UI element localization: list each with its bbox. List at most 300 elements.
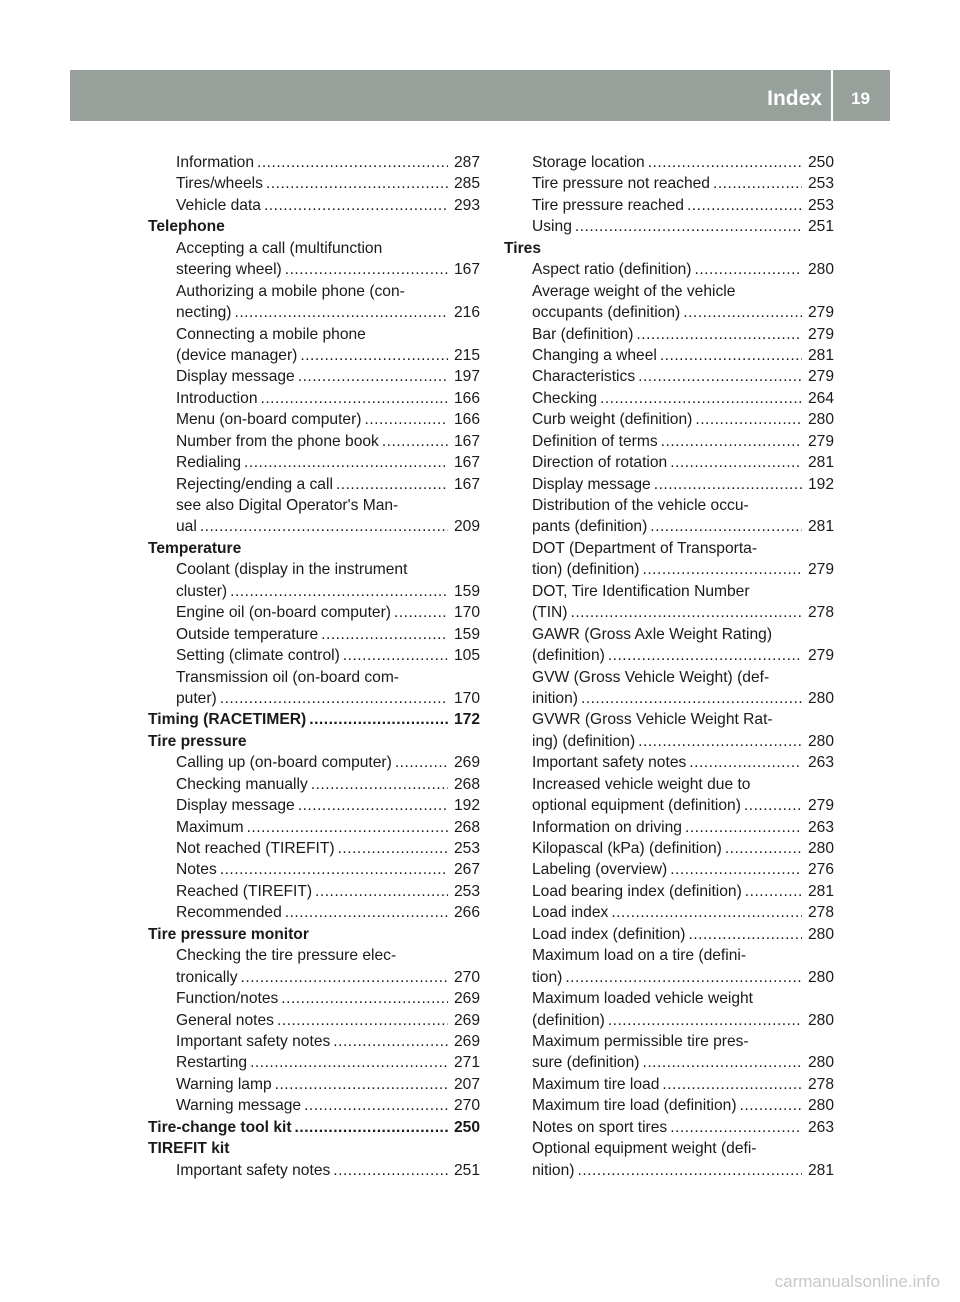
- index-entry: [504, 152, 834, 173]
- dot-leader: [335, 838, 448, 859]
- index-entry-label: optional equipment (definition): [532, 797, 741, 815]
- dot-leader: [692, 409, 802, 430]
- index-entry-label: Changing a wheel: [532, 346, 657, 364]
- index-entry: [148, 345, 480, 366]
- dot-leader: [605, 1010, 802, 1031]
- dot-leader: [297, 345, 448, 366]
- dot-leader: [647, 516, 802, 537]
- index-entry: [148, 1052, 480, 1073]
- index-entry: [148, 1074, 480, 1095]
- index-entry: [148, 988, 480, 1009]
- index-entry-text: Transmission oil (on-board com-: [176, 668, 400, 686]
- dot-leader: [272, 1074, 448, 1095]
- index-page-number: 281: [807, 1161, 834, 1179]
- index-entry: [148, 152, 480, 173]
- dot-leader: [217, 688, 448, 709]
- index-page-number: 263: [807, 1118, 834, 1136]
- index-entry-label: Outside temperature: [176, 625, 319, 643]
- index-entry-label: Calling up (on-board computer): [176, 754, 392, 772]
- index-page-number: 278: [807, 904, 834, 922]
- index-entry: [504, 388, 834, 409]
- index-entry-label: Maximum: [176, 818, 244, 836]
- index-entry: [504, 324, 834, 345]
- index-entry: [504, 1052, 834, 1073]
- index-page-number: 279: [807, 432, 834, 450]
- index-page-number: 209: [453, 518, 480, 536]
- index-entry-label: Maximum tire load (definition): [532, 1097, 737, 1115]
- index-page-number: 278: [807, 604, 834, 622]
- index-entry: [148, 173, 480, 194]
- index-entry: [504, 1074, 834, 1095]
- index-entry: [504, 516, 834, 537]
- index-column-left: [148, 152, 480, 1181]
- index-entry-label: Definition of terms: [532, 432, 658, 450]
- index-entry: [504, 838, 834, 859]
- index-page-number: 172: [453, 711, 480, 729]
- index-entry: [504, 409, 834, 430]
- index-page-number: 279: [807, 797, 834, 815]
- index-entry-label: Setting (climate control): [176, 647, 340, 665]
- dot-leader: [333, 474, 448, 495]
- index-entry: [504, 1010, 834, 1031]
- dot-leader: [391, 602, 448, 623]
- index-page-number: 280: [807, 840, 834, 857]
- index-page-number: 276: [807, 861, 834, 879]
- index-entry: [504, 1117, 834, 1138]
- index-page-number: 279: [807, 368, 834, 386]
- index-entry-text: see also Digital Operator's Man-: [176, 497, 399, 514]
- index-entry: [148, 1160, 480, 1181]
- index-entry-label: (definition): [532, 647, 605, 665]
- dot-leader: [238, 967, 448, 988]
- dot-leader: [710, 173, 802, 194]
- index-page-number: 166: [453, 389, 480, 407]
- index-entry: [148, 602, 480, 623]
- index-entry-label: Load index: [532, 904, 609, 922]
- index-entry-label: Recommended: [176, 904, 282, 922]
- index-entry-label: Number from the phone book: [176, 432, 379, 450]
- index-page-number: 279: [807, 304, 834, 322]
- index-entry: [148, 259, 480, 280]
- index-entry: [148, 1095, 480, 1116]
- dot-leader: [247, 1052, 448, 1073]
- dot-leader: [639, 1052, 801, 1073]
- index-entry: [504, 431, 834, 452]
- index-page-number: 105: [453, 647, 480, 665]
- dot-leader: [254, 152, 448, 173]
- dot-leader: [572, 216, 802, 237]
- index-page-number: 281: [807, 346, 834, 364]
- index-entry: [148, 645, 480, 666]
- index-entry: [148, 302, 480, 323]
- dot-leader: [231, 302, 447, 323]
- index-entry: [148, 195, 480, 216]
- index-entry: [148, 774, 480, 795]
- index-entry-text: Connecting a mobile phone: [176, 325, 366, 343]
- index-entry-label: Important safety notes: [176, 1161, 331, 1179]
- index-page-number: 280: [807, 261, 834, 279]
- dot-leader: [379, 431, 448, 452]
- index-entry-text: GAWR (Gross Axle Weight Rating): [532, 625, 773, 643]
- index-entry-label: Tire-change tool kit: [148, 1118, 292, 1136]
- index-entry: [504, 602, 834, 623]
- index-page-number: 281: [807, 454, 834, 472]
- dot-leader: [562, 967, 802, 988]
- dot-leader: [633, 324, 802, 345]
- dot-leader: [737, 1095, 802, 1116]
- index-entry: [148, 452, 480, 473]
- dot-leader: [197, 516, 448, 537]
- index-page-number: 269: [453, 1011, 480, 1029]
- dot-leader: [639, 559, 801, 580]
- index-column-right: [504, 152, 834, 1181]
- dot-leader: [361, 409, 447, 430]
- index-page-number: 250: [807, 154, 834, 171]
- dot-leader: [657, 345, 802, 366]
- index-entry-label: Timing (RACETIMER): [148, 711, 307, 729]
- index-entry: [148, 752, 480, 773]
- dot-leader: [667, 1117, 802, 1138]
- index-entry-label: Warning message: [176, 1097, 302, 1115]
- index-entry-label: Curb weight (definition): [532, 411, 693, 429]
- dot-leader: [282, 902, 448, 923]
- index-entry-text: Coolant (display in the instrument: [176, 561, 408, 579]
- watermark: carmanualsonline.info: [774, 1272, 940, 1291]
- index-page-number: 251: [807, 218, 834, 236]
- index-entry-label: Notes: [176, 861, 217, 879]
- index-entry: [148, 859, 480, 880]
- index-page-number: 167: [453, 454, 480, 472]
- index-heading: Temperature: [148, 539, 242, 557]
- index-page-number: 159: [453, 625, 480, 643]
- dot-leader: [312, 881, 448, 902]
- dot-leader: [274, 1010, 448, 1031]
- index-entry: [504, 688, 834, 709]
- index-entry: [148, 409, 480, 430]
- index-page-number: 207: [453, 1075, 480, 1093]
- index-heading: TIREFIT kit: [148, 1140, 230, 1158]
- dot-leader: [258, 388, 448, 409]
- index-page-number: 264: [807, 389, 834, 407]
- index-entry: [148, 516, 480, 537]
- index-entry-label: Tire pressure not reached: [532, 175, 710, 193]
- index-page-number: 215: [453, 346, 480, 364]
- index-entry: [148, 795, 480, 816]
- index-entry-label: General notes: [176, 1011, 274, 1029]
- dot-leader: [578, 688, 802, 709]
- dot-leader: [306, 709, 448, 730]
- index-page-number: 251: [453, 1161, 480, 1179]
- index-entry-label: Using: [532, 218, 572, 236]
- dot-leader: [217, 859, 448, 880]
- index-entry-label: Menu (on-board computer): [176, 411, 362, 429]
- index-page-number: 279: [807, 325, 834, 343]
- index-page-number: 216: [453, 304, 480, 322]
- index-entry: [504, 859, 834, 880]
- index-page-number: 253: [807, 196, 834, 214]
- index-entry: [504, 195, 834, 216]
- index-entry: [148, 688, 480, 709]
- index-entry-label: Not reached (TIREFIT): [176, 840, 335, 857]
- index-page-number: 192: [453, 797, 480, 815]
- index-page-number: 263: [807, 818, 834, 836]
- index-heading: Tire pressure monitor: [148, 925, 309, 943]
- dot-leader: [597, 388, 802, 409]
- index-entry-label: Characteristics: [532, 368, 636, 386]
- index-entry-label: tion): [532, 968, 563, 986]
- index-entry: [504, 1095, 834, 1116]
- index-entry-text: Maximum load on a tire (defini-: [532, 947, 747, 965]
- index-entry-label: (device manager): [176, 346, 298, 364]
- index-entry-label: sure (definition): [532, 1054, 640, 1072]
- index-entry-label: Function/notes: [176, 990, 279, 1008]
- dot-leader: [568, 602, 802, 623]
- index-entry-label: Checking manually: [176, 775, 308, 793]
- index-entry-text: Maximum permissible tire pres-: [532, 1032, 749, 1050]
- index-page-number: 167: [453, 475, 480, 493]
- index-heading: Telephone: [148, 218, 225, 236]
- index-entry-label: Redialing: [176, 454, 242, 472]
- index-entry: [504, 902, 834, 923]
- index-entry: [504, 645, 834, 666]
- index-entry-label: cluster): [176, 582, 228, 600]
- index-entry-text: Optional equipment weight (defi-: [532, 1140, 757, 1158]
- index-entry-label: Tire pressure reached: [532, 196, 684, 214]
- index-entry-label: ual: [176, 518, 197, 536]
- index-page-number: 170: [453, 604, 480, 622]
- index-entry: [148, 581, 480, 602]
- index-page-number: 159: [453, 582, 480, 600]
- index-entry-label: Bar (definition): [532, 325, 634, 343]
- dot-leader: [318, 624, 448, 645]
- index-heading-entry: [148, 709, 480, 730]
- index-page-number: 281: [807, 518, 834, 536]
- index-page-number: 268: [453, 818, 480, 836]
- index-page-number: 280: [807, 968, 834, 986]
- index-entry-label: Restarting: [176, 1054, 248, 1072]
- index-entry: [148, 817, 480, 838]
- index-page-number: 267: [453, 861, 480, 879]
- index-entry-label: Labeling (overview): [532, 861, 668, 879]
- index-entry-text: Checking the tire pressure elec-: [176, 947, 397, 965]
- index-page-number: 270: [453, 968, 480, 986]
- dot-leader: [292, 1117, 448, 1138]
- index-entry: [148, 366, 480, 387]
- index-entry-label: Storage location: [532, 154, 645, 171]
- index-entry: [504, 817, 834, 838]
- dot-leader: [261, 195, 448, 216]
- index-entry-label: Direction of rotation: [532, 454, 668, 472]
- index-entry: [504, 259, 834, 280]
- index-entry-label: Load index (definition): [532, 925, 686, 943]
- index-entry: [504, 559, 834, 580]
- dot-leader: [682, 817, 802, 838]
- index-entry-text: Increased vehicle weight due to: [532, 775, 751, 793]
- index-entry-label: Checking: [532, 389, 598, 407]
- index-page-number: 269: [453, 754, 480, 772]
- index-entry-text: Authorizing a mobile phone (con-: [176, 282, 405, 300]
- index-page-number: 167: [453, 432, 480, 450]
- index-page-number: 280: [807, 1097, 834, 1115]
- index-page-number: 278: [807, 1075, 834, 1093]
- index-entry-label: Load bearing index (definition): [532, 882, 742, 900]
- index-entry-label: Engine oil (on-board computer): [176, 604, 391, 622]
- dot-leader: [263, 173, 448, 194]
- index-entry-label: Display message: [176, 797, 295, 815]
- index-entry: [504, 881, 834, 902]
- dot-leader: [330, 1031, 448, 1052]
- index-entry: [504, 452, 834, 473]
- index-page-number: 253: [453, 840, 480, 857]
- index-heading-entry: [148, 1117, 480, 1138]
- index-page-number: 285: [453, 175, 480, 193]
- index-entry: [504, 1160, 834, 1181]
- index-entry-label: Notes on sport tires: [532, 1118, 668, 1136]
- index-page-number: 250: [453, 1118, 480, 1136]
- index-entry-text: GVWR (Gross Vehicle Weight Rat-: [532, 711, 773, 729]
- index-page-number: 263: [807, 754, 834, 772]
- dot-leader: [574, 1160, 801, 1181]
- index-entry: [504, 302, 834, 323]
- index-page-number: 281: [807, 882, 834, 900]
- dot-leader: [295, 795, 448, 816]
- index-entry: [148, 902, 480, 923]
- dot-leader: [330, 1160, 448, 1181]
- index-entry: [504, 173, 834, 194]
- index-entry: [504, 366, 834, 387]
- index-entry: [148, 1031, 480, 1052]
- index-entry-label: Important safety notes: [176, 1032, 331, 1050]
- index-entry-label: Display message: [532, 475, 651, 493]
- index-entry: [504, 795, 834, 816]
- dot-leader: [241, 452, 448, 473]
- dot-leader: [645, 152, 802, 173]
- index-entry: [148, 967, 480, 988]
- dot-leader: [282, 259, 448, 280]
- index-entry: [148, 624, 480, 645]
- dot-leader: [392, 752, 448, 773]
- index-entry-label: Vehicle data: [176, 196, 261, 214]
- index-page-number: 268: [453, 775, 480, 793]
- index-entry: [148, 1010, 480, 1031]
- index-page-number: 280: [807, 689, 834, 707]
- index-entry: [504, 216, 834, 237]
- index-entry-label: Maximum tire load: [532, 1075, 660, 1093]
- dot-leader: [651, 474, 802, 495]
- index-heading: Tire pressure: [148, 732, 247, 750]
- page-number: 19: [851, 89, 870, 108]
- dot-leader: [742, 881, 802, 902]
- index-page-number: 293: [453, 196, 480, 214]
- index-page-number: 280: [807, 411, 834, 429]
- dot-leader: [635, 731, 802, 752]
- index-page-number: 279: [807, 561, 834, 579]
- dot-leader: [308, 774, 448, 795]
- index-entry: [504, 924, 834, 945]
- dot-leader: [685, 924, 802, 945]
- dot-leader: [227, 581, 448, 602]
- index-entry-label: Warning lamp: [176, 1075, 272, 1093]
- index-entry-label: nition): [532, 1161, 575, 1179]
- index-page-number: 279: [807, 647, 834, 665]
- dot-leader: [680, 302, 802, 323]
- index-page-number: 280: [807, 925, 834, 943]
- index-entry-label: necting): [176, 304, 232, 322]
- index-page-number: 271: [453, 1054, 480, 1072]
- index-entry-text: Distribution of the vehicle occu-: [532, 497, 749, 514]
- index-entry: [504, 752, 834, 773]
- dot-leader: [659, 1074, 802, 1095]
- index-entry-text: GVW (Gross Vehicle Weight) (def-: [532, 668, 770, 686]
- index-entry-label: (TIN): [532, 604, 568, 622]
- index-page-number: 280: [807, 732, 834, 750]
- dot-leader: [340, 645, 448, 666]
- dot-leader: [667, 859, 802, 880]
- index-entry: [504, 474, 834, 495]
- index-page-number: 253: [807, 175, 834, 193]
- index-heading: Tires: [504, 239, 541, 257]
- index-page-number: 269: [453, 990, 480, 1008]
- index-entry-text: Maximum loaded vehicle weight: [532, 990, 754, 1008]
- index-entry-label: (definition): [532, 1011, 605, 1029]
- dot-leader: [278, 988, 448, 1009]
- index-entry-label: Aspect ratio (definition): [532, 261, 692, 279]
- index-entry-label: Display message: [176, 368, 295, 386]
- index-entry-label: puter): [176, 689, 217, 707]
- index-entry-label: Tires/wheels: [176, 175, 263, 193]
- dot-leader: [295, 366, 448, 387]
- index-entry-label: Introduction: [176, 389, 258, 407]
- page-header-bar: [70, 70, 890, 121]
- dot-leader: [608, 902, 802, 923]
- index-page-number: 197: [453, 368, 480, 386]
- header-title: Index: [767, 87, 822, 110]
- dot-leader: [691, 259, 801, 280]
- index-entry-label: tronically: [176, 968, 238, 986]
- index-entry: [504, 967, 834, 988]
- index-page-number: 287: [453, 154, 480, 171]
- index-entry: [148, 474, 480, 495]
- index-entry-label: steering wheel): [176, 261, 282, 279]
- index-entry-label: Reached (TIREFIT): [176, 882, 313, 900]
- index-entry-label: pants (definition): [532, 518, 648, 536]
- index-page-number: 170: [453, 689, 480, 707]
- index-entry: [504, 345, 834, 366]
- index-page-number: 166: [453, 411, 480, 429]
- index-entry: [504, 731, 834, 752]
- index-entry-label: Rejecting/ending a call: [176, 475, 333, 493]
- dot-leader: [605, 645, 802, 666]
- index-page-number: 167: [453, 261, 480, 279]
- index-entry-label: occupants (definition): [532, 304, 681, 322]
- index-page-number: 280: [807, 1011, 834, 1029]
- index-entry-label: Important safety notes: [532, 754, 687, 772]
- index-entry: [148, 838, 480, 859]
- index-entry-label: ing) (definition): [532, 732, 636, 750]
- index-page-number: 270: [453, 1097, 480, 1115]
- index-entry-text: DOT, Tire Identification Number: [532, 582, 750, 600]
- index-entry-label: tion) (definition): [532, 561, 640, 579]
- dot-leader: [244, 817, 448, 838]
- dot-leader: [635, 366, 802, 387]
- dot-leader: [301, 1095, 448, 1116]
- index-entry: [148, 431, 480, 452]
- index-entry-label: Kilopascal (kPa) (definition): [532, 840, 722, 857]
- index-entry-label: Information: [176, 154, 255, 171]
- dot-leader: [722, 838, 802, 859]
- dot-leader: [658, 431, 802, 452]
- index-entry-text: Average weight of the vehicle: [532, 282, 736, 300]
